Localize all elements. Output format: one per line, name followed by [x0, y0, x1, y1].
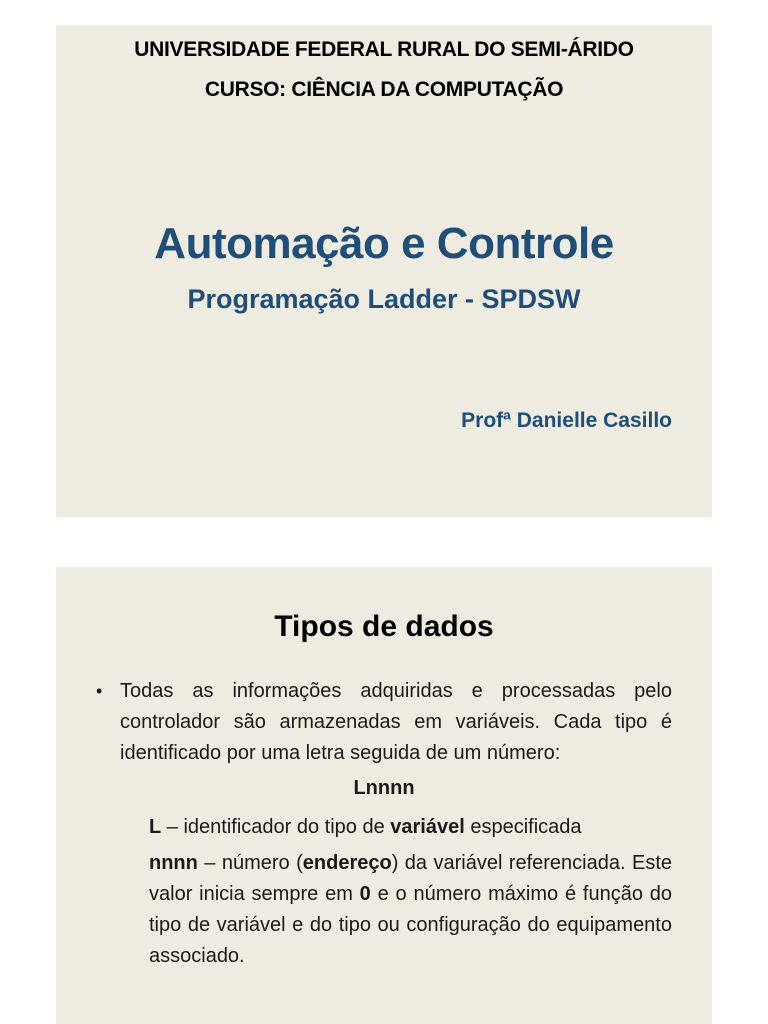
definition-bold-word: endereço [302, 852, 392, 874]
definition-text: especificada [464, 816, 582, 838]
presentation-title: Automação e Controle [154, 219, 614, 268]
definition-text: e o número máximo é função do tipo de variável e do tipo ou configuração do equipamento associado. [149, 883, 672, 967]
definition-bold-word: 0 [359, 883, 371, 905]
variable-format: Lnnnn [353, 777, 415, 799]
definition-bold-word: variável [390, 816, 465, 838]
course-name: CURSO: CIÊNCIA DA COMPUTAÇÃO [204, 78, 564, 101]
slide-data-types [56, 567, 712, 1024]
slide-title-page [56, 25, 712, 517]
presentation-subtitle: Programação Ladder - SPDSW [187, 284, 581, 314]
definition-text: – identificador do tipo de [161, 816, 391, 838]
slide-title: Tipos de dados [274, 610, 494, 643]
list-item [96, 676, 672, 769]
definition-term: nnnn [149, 852, 198, 874]
definition-term: L [149, 816, 162, 838]
definition-text: ) da variável referenciada. Este valor inicia sempre em [149, 852, 673, 905]
university-name: UNIVERSIDADE FEDERAL RURAL DO SEMI-ÁRIDO [134, 38, 634, 61]
author-name: Profª Danielle Casillo [461, 409, 672, 432]
definition-l [149, 812, 672, 843]
bullet-list [96, 676, 672, 769]
definition-nnnn [149, 848, 672, 972]
bullet-dot-icon: • [96, 681, 103, 701]
definition-text: – número ( [197, 852, 303, 874]
bullet-text: Todas as informações adquiridas e processadas pelo controlador são armazenadas em variáveis. Cada tipo é identificado por uma letra seguida de um número: [120, 680, 672, 764]
